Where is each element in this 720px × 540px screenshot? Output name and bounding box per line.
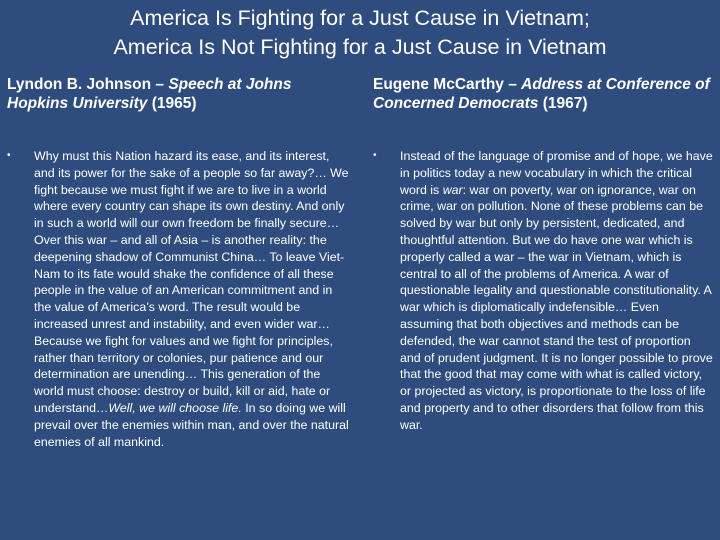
mccarthy-speaker: Eugene McCarthy –: [373, 76, 522, 93]
mccarthy-quote-end: : war on poverty, war on ignorance, war on crime, war on pollution. None of these problems can be solved by war but only by persistent, dedicated, and thoughtful attention. But we do have one war which is properly called a war – the war in Vietnam, which is central to all of the problems of America. A war of questionable legality and questionable constitutionality. A war which is diplomatically indefensible… Even assuming that both objectives and methods can be defended, the war cannot stand the test of proportion and of prudent judgment. It is no longer possible to prove that the good that may come with what is called victory, or projected as victory, is proportionate to the loss of life and property and to other disorders that follow from this war.: [400, 182, 713, 432]
mccarthy-heading: [373, 76, 713, 113]
title-line-2: America Is Not Fighting for a Just Cause in Vietnam: [113, 35, 607, 59]
johnson-quote-text: [34, 148, 352, 450]
johnson-column: [7, 76, 352, 449]
mccarthy-quote-text: [400, 148, 713, 434]
mccarthy-column: [373, 76, 713, 432]
johnson-quote-end: In so doing we will prevail over the enemies within man, and over the natural enemies of all mankind.: [34, 400, 349, 449]
johnson-work: Speech at Johns Hopkins University: [7, 76, 292, 112]
bullet-icon: •: [373, 150, 377, 161]
title-line-1: America Is Fighting for a Just Cause in Vietnam;: [130, 6, 590, 30]
mccarthy-quote-emphasis: war: [442, 182, 463, 197]
mccarthy-quote-start: Instead of the language of promise and of hope, we have in politics today a new vocabulary in which the critical word is: [400, 149, 713, 197]
johnson-year: (1965): [147, 94, 197, 112]
mccarthy-work: Address at Conference of Concerned Democrats: [373, 76, 710, 112]
mccarthy-year: (1967): [538, 94, 588, 112]
johnson-quote: [7, 148, 352, 450]
slide-title: [0, 4, 720, 62]
mccarthy-quote: [373, 148, 713, 434]
bullet-icon: •: [7, 150, 11, 161]
johnson-quote-main: Why must this Nation hazard its ease, and its interest, and its power for the sake of a people so far away?… We fight because we must fight if we are to live in a world where every country can shape its own destiny. And only in such a world will our own freedom be finally secure… Over this war – and all of Asia – is another reality: the deepening shadow of Communist China… To leave Viet-Nam to its fate would shake the confidence of all these people in the value of an American commitment and in the value of America’s word. The result would be increased unrest and instability, and even wider war… Because we fight for values and we fight for principles, rather than territory or colonies, pur patience and our determination are unending… This generation of the world must choose: destroy or build, kill or aid, hate or understand…: [34, 149, 349, 415]
johnson-heading: [7, 76, 352, 113]
johnson-speaker: Lyndon B. Johnson –: [7, 76, 169, 93]
johnson-quote-emphasis: Well, we will choose life.: [108, 400, 242, 415]
